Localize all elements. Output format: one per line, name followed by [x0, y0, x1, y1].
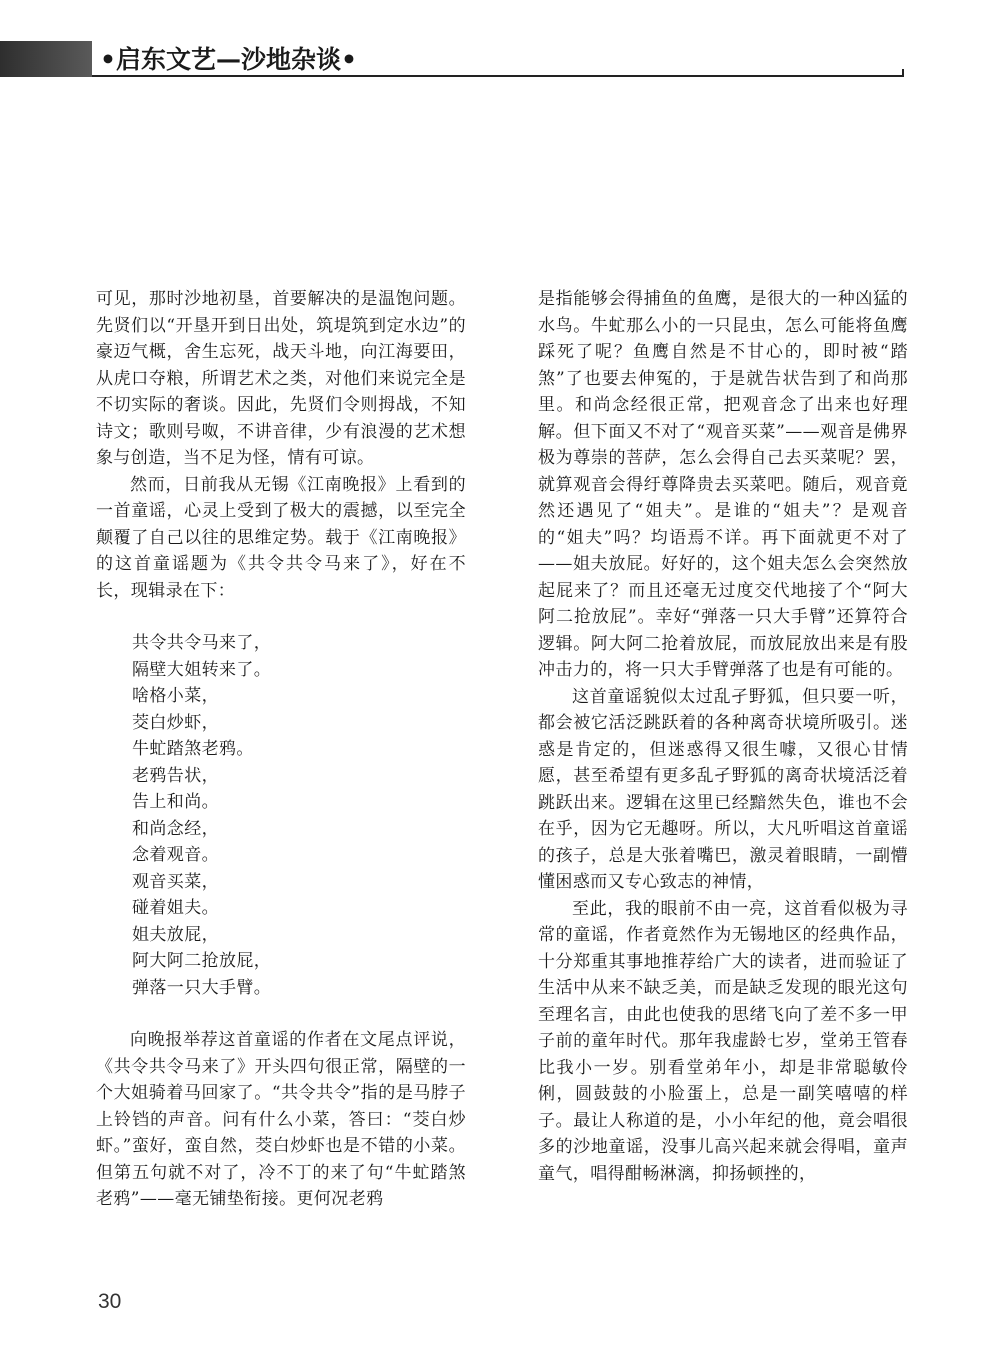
rhyme-line: 共令共令马来了， — [132, 633, 272, 653]
header-title: •启东文艺—沙地杂谈• — [100, 45, 357, 74]
rhyme-line: 阿大阿二抢放屁， — [132, 951, 272, 971]
paragraph: 是指能够会得捕鱼的鱼鹰，是很大的一种凶猛的水鸟。牛虻那么小的一只昆虫，怎么可能将鱼鹰踩死了呢？鱼鹰自然是不甘心的，即时被“踏煞”了也要去伸冤的，于是就告状告到了和尚那里。和尚念经很正常，把观音念了出来也好理解。但下面又不对了“观音买菜”——观音是佛界极为尊崇的菩萨，怎么会得自己去买菜呢？罢，就算观音会得纡尊降贵去买菜吧。随后，观音竟然还遇见了“姐夫”。是谁的“姐夫”？是观音的“姐夫”吗？均语焉不详。再下面就更不对了——姐夫放屁。好好的，这个姐夫怎么会突然放起屁来了？而且还毫无过度交代地接了个“阿大阿二抢放屁”。幸好“弹落一只大手臂”还算符合逻辑。阿大阿二抢着放屁，而放屁放出来是有股冲击力的，将一只大手臂弹落了也是有可能的。 — [538, 289, 908, 680]
paragraph: 向晚报举荐这首童谣的作者在文尾点评说，《共令共令马来了》开头四句很正常，隔壁的一个大姐骑着马回家了。“共令共令”指的是马脖子上铃铛的声音。问有什么小菜，答曰：“茭白炒虾。”蛮好，蛮自然，茭白炒虾也是不错的小菜。但第五句就不对了，冷不丁的来了句“牛虻踏煞老鸦”——毫无铺垫衔接。更何况老鸦 — [96, 1030, 466, 1209]
right-column — [538, 286, 908, 1187]
rhyme-line: 和尚念经， — [132, 818, 219, 839]
header-rule-end-tick — [902, 69, 904, 77]
rhyme-line: 碰着姐夫。 — [132, 898, 219, 918]
rhyme-line: 牛虻踏煞老鸦。 — [132, 739, 254, 759]
rhyme-line: 隔壁大姐转来了。 — [132, 659, 272, 680]
rhyme-line: 弹落一只大手臂。 — [132, 977, 272, 998]
header-dark-block — [0, 41, 92, 77]
header-rule — [92, 75, 904, 77]
paragraph: 然而，日前我从无锡《江南晚报》上看到的一首童谣，心灵上受到了极大的震撼，以至完全颠覆了自己以往的思维定势。载于《江南晚报》的这首童谣题为《共令共令马来了》，好在不长，现辑录在下： — [96, 474, 466, 601]
rhyme-line: 啥格小菜， — [132, 686, 219, 706]
paragraph: 这首童谣貌似太过乱孑野狐，但只要一听，都会被它活泛跳跃着的各种离奇状境所吸引。迷惑是肯定的，但迷惑得又很生噱，又很心甘情愿，甚至希望有更多乱孑野狐的离奇状境活泛着跳跃出来。逻辑在这里已经黯然失色，谁也不会在乎，因为它无趣呀。所以，大凡听唱这首童谣的孩子，总是大张着嘴巴，激灵着眼睛，一副懵懂困惑而又专心致志的神情， — [538, 686, 908, 892]
running-header — [0, 41, 904, 81]
rhyme-line: 茭白炒虾， — [132, 712, 219, 733]
rhyme-line: 老鸦告状， — [132, 765, 219, 786]
paragraph: 可见，那时沙地初垦，首要解决的是温饱问题。先贤们以“开垦开到日出处，筑堤筑到定水边”的豪迈气概，舍生忘死，战天斗地，向江海要田，从虎口夺粮，所谓艺术之类，对他们来说完全是不切实际的奢谈。因此，先贤们令则拇战，不知诗文；歌则号呶，不讲音律，少有浪漫的艺术想象与创造，当不足为怪，情有可谅。 — [96, 289, 466, 468]
page-number: 30 — [98, 1290, 122, 1313]
rhyme-line: 观音买菜， — [132, 871, 219, 892]
rhyme-line: 念着观音。 — [132, 845, 219, 865]
rhyme-line: 告上和尚。 — [132, 792, 219, 812]
rhyme-line: 姐夫放屁， — [132, 924, 219, 945]
nursery-rhyme — [132, 630, 466, 1001]
left-column — [96, 286, 466, 1213]
paragraph: 至此，我的眼前不由一亮，这首看似极为寻常的童谣，作者竟然作为无锡地区的经典作品，十分郑重其事地推荐给广大的读者，进而验证了生活中从来不缺乏美，而是缺乏发现的眼光这句至理名言，由此也使我的思绪飞向了差不多一甲子前的童年时代。那年我虚龄七岁，堂弟王管春比我小一岁。别看堂弟年小，却是非常聪敏伶俐，圆鼓鼓的小脸蛋上，总是一副笑嘻嘻的样子。最让人称道的是，小小年纪的他，竟会唱很多的沙地童谣，没事儿高兴起来就会得唱，童声童气，唱得酣畅淋漓，抑扬顿挫的， — [538, 898, 908, 1184]
